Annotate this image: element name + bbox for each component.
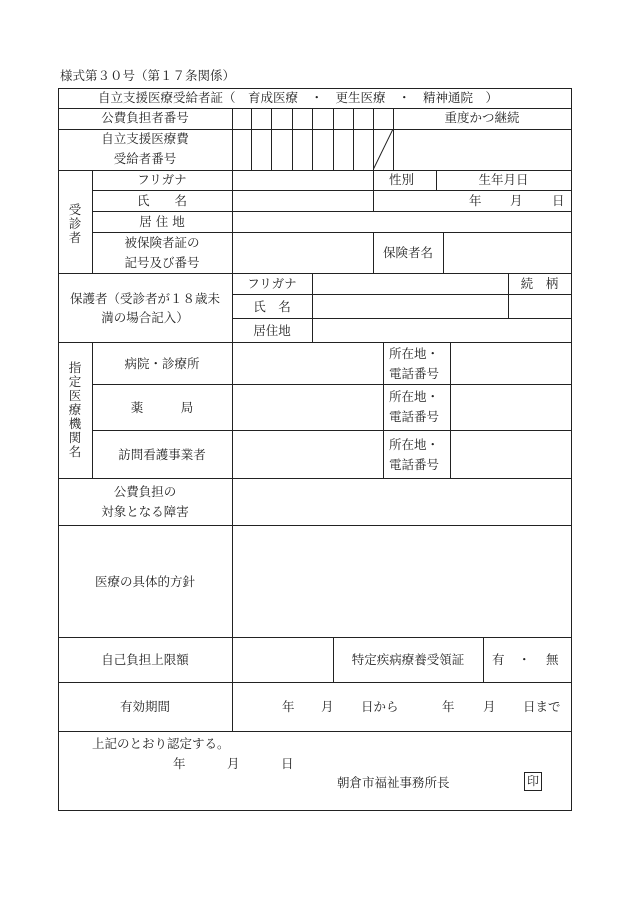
grid-line: [58, 525, 572, 526]
disability-label-2: 対象となる障害: [101, 504, 189, 519]
grid-line: [232, 108, 233, 170]
guardian-label-2: 満の場合記入）: [101, 310, 189, 325]
grid-line: [92, 232, 572, 233]
grid-line: [450, 342, 451, 478]
yes-option: 有: [492, 652, 505, 667]
digit-line: [271, 108, 272, 170]
form-number: 様式第３０号（第１７条関係）: [60, 68, 236, 83]
frame-line: [58, 810, 572, 811]
guardian-name-label: 氏 名: [253, 299, 291, 314]
birth-day: 日: [552, 193, 565, 208]
grid-line: [92, 211, 572, 212]
grid-line: [232, 170, 233, 273]
grid-line: [373, 170, 374, 211]
insurer-label: 保険者名: [382, 245, 433, 260]
specific-disease-label: 特定疾病療養受領証: [351, 652, 465, 667]
pharmacy-location-label-2: 電話番号: [389, 409, 440, 424]
grid-line: [58, 731, 572, 732]
cert-day: 日: [281, 756, 294, 771]
grid-line: [92, 190, 572, 191]
patient-section-label: 受診者: [68, 202, 82, 245]
digit-line: [312, 108, 313, 170]
hospital-location-label-2: 電話番号: [389, 366, 440, 381]
hospital-location-label-1: 所在地・: [389, 346, 440, 361]
pharmacy-location-label-1: 所在地・: [389, 389, 440, 404]
disability-label-1: 公費負担の: [113, 484, 177, 499]
guardian-furigana-label: フリガナ: [247, 276, 297, 291]
gender-label: 性別: [389, 172, 415, 187]
copay-limit-label: 自己負担上限額: [101, 652, 189, 667]
nursing-location-label-1: 所在地・: [389, 437, 440, 452]
certification-text: 上記のとおり認定する。: [92, 736, 230, 751]
grid-line: [232, 478, 233, 637]
validity-from-day: 日から: [361, 699, 399, 714]
guardian-label-1: 保護者（受診者が１８歳未: [69, 291, 220, 306]
grid-line: [232, 637, 233, 682]
grid-line: [443, 232, 444, 273]
frame-line: [58, 88, 572, 89]
grid-line: [483, 637, 484, 682]
validity-to-month: 月: [483, 699, 496, 714]
grid-line: [58, 342, 572, 343]
grid-line: [92, 430, 572, 431]
slash-mark: [373, 129, 394, 170]
birth-month: 月: [510, 193, 523, 208]
grid-line: [92, 384, 572, 385]
grid-line: [58, 108, 572, 109]
grid-line: [58, 170, 572, 171]
patient-address-label: 居 住 地: [139, 214, 185, 229]
issuer-name: 朝倉市福祉事務所長: [337, 775, 450, 790]
validity-to-year: 年: [442, 699, 455, 714]
digit-line: [292, 108, 293, 170]
insurance-label-2: 記号及び番号: [124, 255, 200, 270]
grid-line: [232, 342, 233, 478]
grid-line: [232, 318, 572, 319]
seal-stamp: 印: [524, 772, 542, 791]
grid-line: [58, 637, 572, 638]
birthdate-label: 生年月日: [478, 172, 529, 187]
patient-furigana-label: フリガナ: [137, 172, 187, 187]
institution-section-label: 指定医療機関名: [68, 360, 82, 459]
validity-to-day: 日まで: [523, 699, 561, 714]
cert-year: 年: [173, 756, 186, 771]
recipient-number-label-1: 自立支援医療費: [101, 131, 189, 146]
validity-from-year: 年: [282, 699, 295, 714]
public-payer-number-label: 公費負担者番号: [101, 110, 189, 125]
digit-line: [353, 108, 354, 170]
digit-line: [333, 108, 334, 170]
grid-line: [312, 273, 313, 342]
birth-year: 年: [469, 193, 482, 208]
pharmacy-label: 薬 局: [130, 400, 194, 415]
no-option: 無: [546, 652, 559, 667]
nursing-location-label-2: 電話番号: [389, 457, 440, 472]
validity-from-month: 月: [321, 699, 334, 714]
frame-line: [571, 88, 572, 811]
insurance-label-1: 被保険者証の: [124, 235, 200, 250]
grid-line: [58, 682, 572, 683]
form-title: 自立支援医療受給者証（ 育成医療 ・ 更生医療 ・ 精神通院 ）: [98, 90, 499, 105]
severe-continuing-label: 重度かつ継続: [444, 110, 520, 125]
grid-line: [58, 273, 572, 274]
validity-label: 有効期間: [119, 699, 170, 714]
relationship-label: 続 柄: [520, 276, 559, 291]
grid-line: [383, 342, 384, 478]
guardian-address-label: 居住地: [253, 323, 291, 338]
digit-line: [251, 108, 252, 170]
patient-name-label: 氏 名: [136, 193, 187, 208]
cert-month: 月: [227, 756, 240, 771]
recipient-number-label-2: 受給者番号: [113, 151, 177, 166]
option-separator: ・: [518, 652, 531, 667]
grid-line: [58, 478, 572, 479]
hospital-label: 病院・診療所: [124, 356, 200, 371]
policy-label: 医療の具体的方針: [94, 574, 195, 589]
nursing-label: 訪問看護事業者: [118, 447, 206, 462]
grid-line: [58, 129, 572, 130]
grid-line: [232, 294, 572, 295]
grid-line: [232, 682, 233, 731]
